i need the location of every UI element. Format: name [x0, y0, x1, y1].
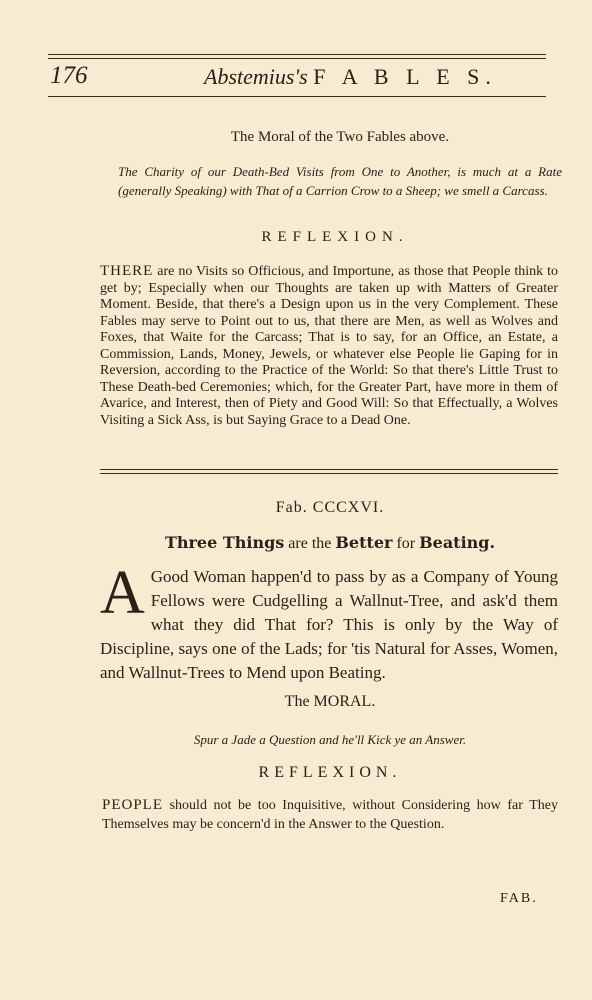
head-rule: [48, 96, 546, 97]
reflexion-heading-2: REFLEXION.: [258, 764, 402, 781]
fable-title-c: Better: [335, 533, 393, 552]
catchword: FAB.: [500, 891, 538, 906]
fable-title-b: are the: [284, 535, 336, 552]
reflexion-paragraph-1: [100, 263, 558, 429]
moral-heading-2: The MORAL.: [284, 693, 376, 710]
top-rule-double: [48, 58, 546, 59]
reflexion-heading-1: REFLEXION.: [261, 229, 409, 245]
fable-body: Good Woman happen'd to pass by as a Company of Young Fellows were Cudgelling a Wallnut-Tree, and ask'd them what they did That for? This is only by the Way of Discipline, says one of the Lads; for 'tis Natural for Asses, Women, and Wallnut-Trees to Mend upon Beating.: [100, 567, 558, 682]
book-fables: F A B L E S.: [313, 64, 497, 89]
fable-title: [100, 533, 560, 553]
moral-text-1: [118, 162, 562, 200]
fable-title-e: Beating.: [419, 533, 496, 552]
book-author: Abstemius's: [204, 64, 308, 89]
moral-heading-1: The Moral of the Two Fables above.: [230, 129, 450, 145]
book-title: [204, 64, 497, 90]
top-rule: [48, 54, 546, 55]
moral-text-1-body: The Charity of our Death-Bed Visits from One to Another, is much at a Rate (generally Speaking) with That of a Carrion Crow to a Sheep; we smell a Carcass.: [118, 164, 562, 198]
page-number: 176: [50, 62, 88, 89]
fable-title-a: Three Things: [164, 533, 285, 552]
reflexion-paragraph-2: [102, 796, 558, 834]
fable-title-d: for: [392, 535, 420, 552]
reflexion-2-text: should not be too Inquisitive, without Considering how far They Themselves may be concern'd in the Answer to the Question.: [102, 798, 558, 832]
section-rule-double: [100, 473, 558, 474]
reflexion-2-lead: PEOPLE: [102, 797, 164, 813]
fable-text: [100, 559, 558, 685]
fable-number: Fab. CCCXVI.: [275, 499, 385, 516]
reflexion-1-text: are no Visits so Officious, and Importune, as those that People think to get by; Especially when our Thoughts are taken up with Matters of Greater Moment. Beside, that there's a Design upon us in the very Complement. These Fables may serve to Point out to us, that there are Men, as well as Wolves and Foxes, that Waite for the Carcass; That is to say, for an Office, an Estate, a Commission, Lands, Money, Jewels, or whatever else People lie Gaping for in Reversion, according to the Practice of the World: So that there's Little Trust to These Death-bed Ceremonies; which, for the Greater Part, have more in them of Avarice, and Interest, then of Piety and Good Will: So that Effectually, a Wolves Visiting a Sick Ass, is but Saying Grace to a Dead One.: [100, 264, 558, 428]
drop-cap: A: [100, 559, 145, 627]
section-rule: [100, 469, 558, 470]
reflexion-1-lead: THERE: [100, 263, 154, 279]
moral-text-2: Spur a Jade a Question and he'll Kick ye an Answer.: [193, 732, 467, 747]
running-head: [50, 62, 550, 92]
